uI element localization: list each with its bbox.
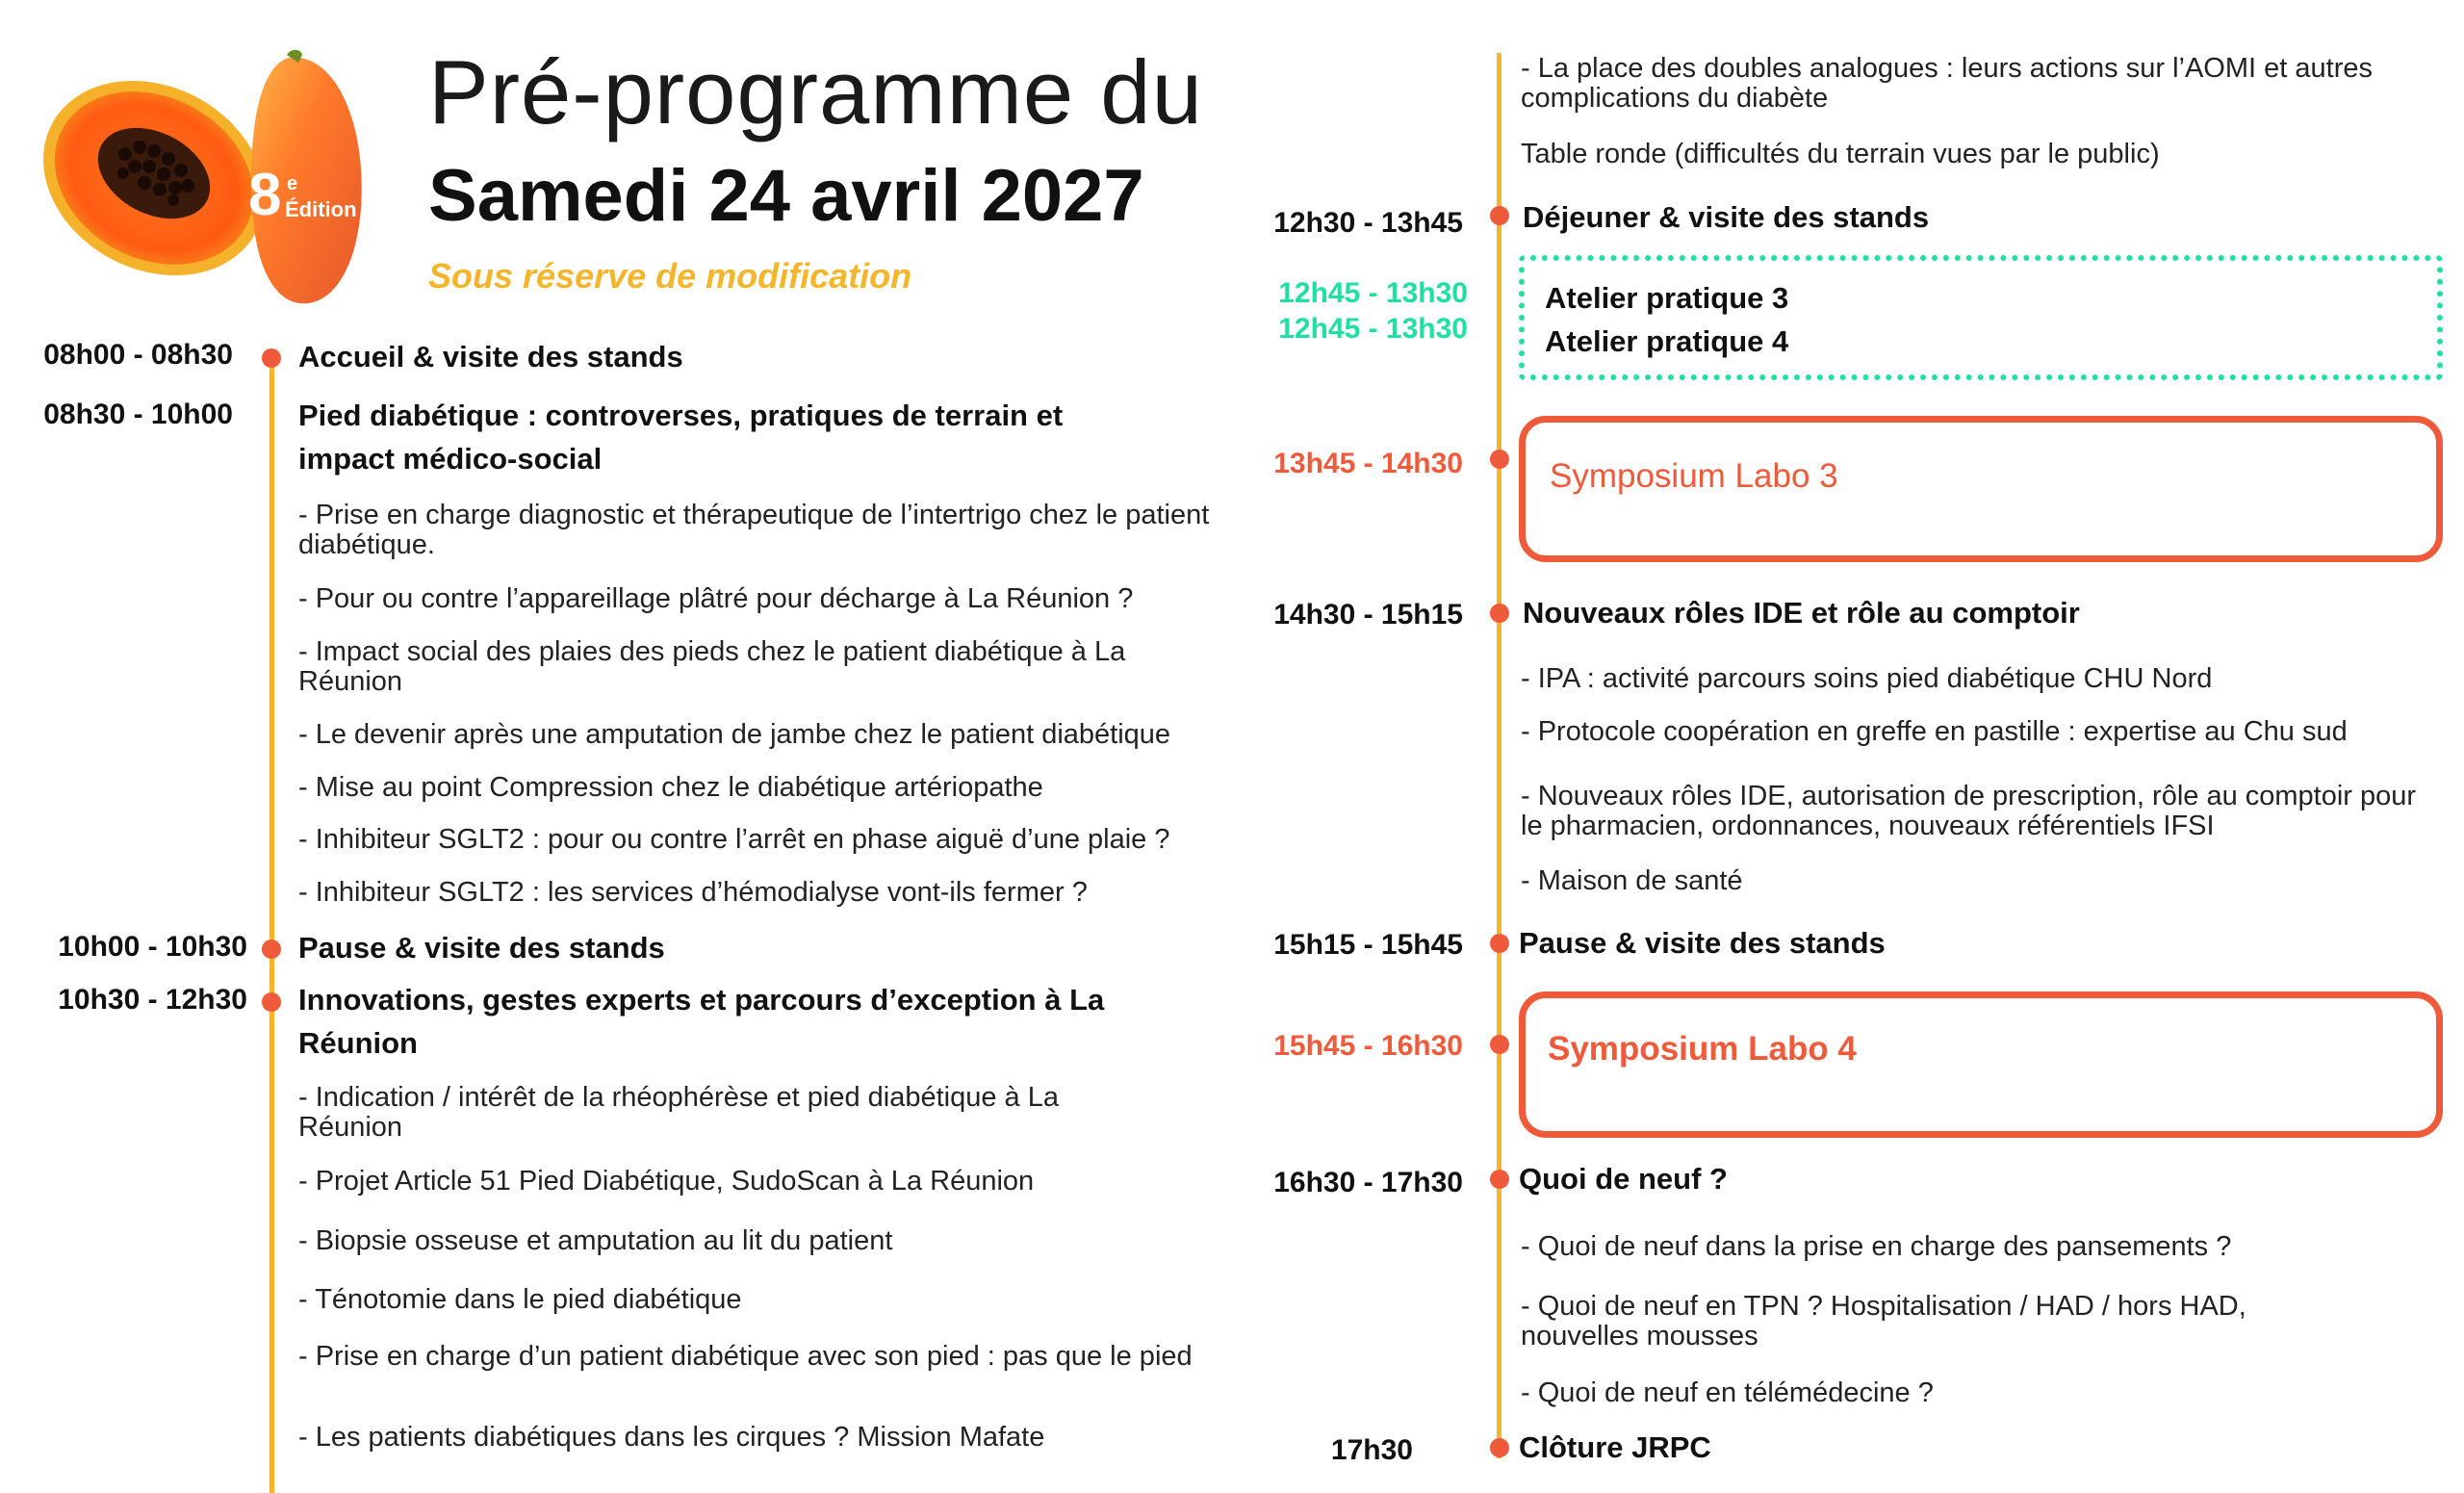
session-title: Nouveaux rôles IDE et rôle au comptoir xyxy=(1523,596,2080,630)
time-label: 17h30 xyxy=(1330,1434,1413,1466)
session-title: Pause & visite des stands xyxy=(1519,926,1886,960)
list-item: Table ronde (difficultés du terrain vues par le public) xyxy=(1521,139,2160,169)
page-title: Pré-programme du xyxy=(428,41,1203,142)
list-item: - Indication / intérêt de la rhéophérèse et pied diabétique à La Réunion xyxy=(298,1082,1059,1143)
list-item: - Le devenir après une amputation de jambe chez le patient diabétique xyxy=(298,719,1171,750)
timeline-dot xyxy=(262,348,281,368)
timeline-dot xyxy=(1490,1438,1509,1457)
time-label: 12h30 - 13h45 xyxy=(1273,207,1463,239)
list-item: - Protocole coopération en greffe en pastille : expertise au Chu sud xyxy=(1521,716,2348,747)
timeline-dot xyxy=(1490,934,1509,953)
time-label: 12h45 - 13h30 xyxy=(1278,277,1468,309)
list-item: - Prise en charge d’un patient diabétique avec son pied : pas que le pied xyxy=(298,1341,1193,1372)
list-item: - Prise en charge diagnostic et thérapeutique de l’intertrigo chez le patient diabétique. xyxy=(298,500,1210,560)
session-title: Clôture JRPC xyxy=(1519,1430,1711,1464)
list-item: - Mise au point Compression chez le diabétique artériopathe xyxy=(298,772,1043,803)
svg-text:e: e xyxy=(287,173,298,194)
list-item: - Nouveaux rôles IDE, autorisation de prescription, rôle au comptoir pour le pharmacien, ordonnances, nouveaux référentiels IFSI xyxy=(1521,781,2417,841)
timeline-dot xyxy=(262,992,281,1012)
list-item: - Quoi de neuf dans la prise en charge des pansements ? xyxy=(1521,1231,2232,1262)
timeline-dot xyxy=(262,940,281,959)
timeline-dot xyxy=(1490,450,1509,469)
timeline-dot xyxy=(1490,604,1509,623)
time-label: 12h45 - 13h30 xyxy=(1278,313,1468,345)
time-label: 08h00 - 08h30 xyxy=(43,339,233,371)
list-item: - Les patients diabétiques dans les cirques ? Mission Mafate xyxy=(298,1422,1045,1453)
atelier-title: Atelier pratique 4 xyxy=(1545,324,1789,358)
timeline-left xyxy=(270,356,274,1493)
time-label: 15h15 - 15h45 xyxy=(1273,929,1463,961)
svg-text:Édition: Édition xyxy=(285,197,357,221)
list-item: - Quoi de neuf en TPN ? Hospitalisation / HAD / hors HAD, nouvelles mousses xyxy=(1521,1291,2246,1351)
session-title: Déjeuner & visite des stands xyxy=(1523,200,1930,234)
list-item: - Inhibiteur SGLT2 : les services d’hémodialyse vont-ils fermer ? xyxy=(298,877,1088,908)
list-item: - IPA : activité parcours soins pied diabétique CHU Nord xyxy=(1521,663,2213,694)
timeline-dot xyxy=(1490,1035,1509,1054)
symposium-title: Symposium Labo 4 xyxy=(1548,1030,1857,1068)
timeline-dot xyxy=(1490,206,1509,225)
list-item: - Impact social des plaies des pieds chez le patient diabétique à La Réunion xyxy=(298,636,1126,697)
time-label: 10h00 - 10h30 xyxy=(58,931,247,963)
list-item: - Projet Article 51 Pied Diabétique, SudoScan à La Réunion xyxy=(298,1166,1035,1197)
timeline-right xyxy=(1497,53,1502,1458)
list-item: - La place des doubles analogues : leurs actions sur l’AOMI et autres complications du diabète xyxy=(1521,53,2373,114)
time-label: 16h30 - 17h30 xyxy=(1273,1167,1463,1198)
list-item: - Quoi de neuf en télémédecine ? xyxy=(1521,1377,1934,1408)
page-subtitle: Sous réserve de modification xyxy=(428,256,912,296)
list-item: - Ténotomie dans le pied diabétique xyxy=(298,1284,742,1315)
session-title: Innovations, gestes experts et parcours d’exception à La Réunion xyxy=(298,983,1105,1060)
timeline-dot xyxy=(1490,1170,1509,1189)
time-label: 15h45 - 16h30 xyxy=(1273,1030,1463,1062)
papaya-icon xyxy=(29,43,385,313)
session-title: Pied diabétique : controverses, pratiques de terrain et impact médico-social xyxy=(298,399,1064,476)
page-date: Samedi 24 avril 2027 xyxy=(428,155,1144,237)
symposium-title: Symposium Labo 3 xyxy=(1550,457,1838,495)
list-item: - Inhibiteur SGLT2 : pour ou contre l’arrêt en phase aiguë d’une plaie ? xyxy=(298,824,1170,855)
session-title: Quoi de neuf ? xyxy=(1519,1162,1728,1196)
list-item: - Biopsie osseuse et amputation au lit du patient xyxy=(298,1225,893,1256)
time-label: 14h30 - 15h15 xyxy=(1273,599,1463,631)
list-item: - Maison de santé xyxy=(1521,865,1743,896)
time-label: 10h30 - 12h30 xyxy=(58,984,247,1016)
list-item: - Pour ou contre l’appareillage plâtré pour décharge à La Réunion ? xyxy=(298,583,1134,614)
time-label: 08h30 - 10h00 xyxy=(43,399,233,430)
atelier-title: Atelier pratique 3 xyxy=(1545,281,1789,315)
session-title: Pause & visite des stands xyxy=(298,931,665,965)
papaya-logo xyxy=(29,43,385,313)
session-title: Accueil & visite des stands xyxy=(298,340,683,373)
time-label: 13h45 - 14h30 xyxy=(1273,448,1463,479)
edition-number: 8 xyxy=(248,162,282,228)
